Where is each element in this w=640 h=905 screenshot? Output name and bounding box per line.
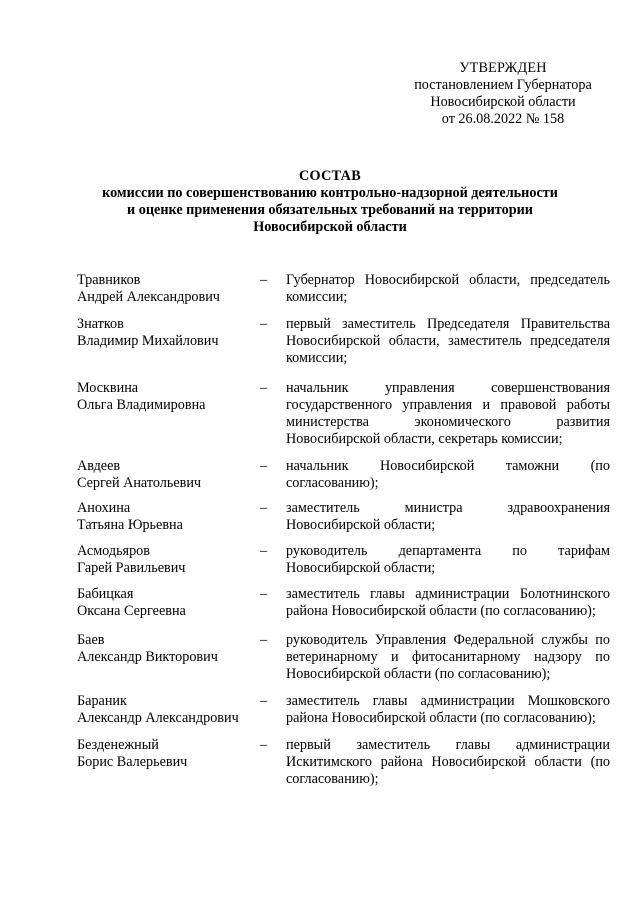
member-given-name: Сергей Анатольевич: [77, 475, 202, 491]
member-dash: –: [260, 737, 268, 753]
member-position: первый заместитель главы администрации Искитимского района Новосибирской области (по согласованию);: [286, 737, 610, 787]
member-given-name: Владимир Михайлович: [77, 333, 219, 349]
member-row: [77, 500, 610, 534]
member-position: Губернатор Новосибирской области, председатель комиссии;: [286, 272, 610, 305]
member-row: [77, 380, 610, 448]
member-given-name: Борис Валерьевич: [77, 754, 188, 770]
member-row: [77, 272, 610, 306]
member-name: [77, 458, 260, 492]
title-line-2: и оценке применения обязательных требований на территории: [127, 202, 533, 218]
member-surname: Анохина: [77, 500, 131, 516]
member-dash: –: [260, 500, 268, 516]
approval-heading: УТВЕРЖДЕН: [459, 60, 547, 76]
member-row: [77, 316, 610, 367]
member-row: [77, 458, 610, 492]
member-dash: –: [260, 272, 268, 288]
member-row: [77, 586, 610, 620]
member-given-name: Андрей Александрович: [77, 289, 220, 305]
member-name: [77, 586, 260, 620]
member-name: [77, 632, 260, 666]
member-position: заместитель главы администрации Болотнинского района Новосибирской области (по согласованию);: [286, 586, 610, 619]
member-position: руководитель департамента по тарифам Новосибирской области;: [286, 543, 610, 576]
member-surname: Баев: [77, 632, 105, 648]
member-dash: –: [260, 586, 268, 602]
member-dash: –: [260, 380, 268, 396]
member-dash: –: [260, 458, 268, 474]
member-surname: Бабицкая: [77, 586, 134, 602]
member-name: [77, 316, 260, 350]
member-position: начальник Новосибирской таможни (по согласованию);: [286, 458, 610, 491]
approval-date-number: от 26.08.2022 № 158: [441, 111, 565, 127]
approval-block: [400, 60, 606, 128]
member-name: [77, 500, 260, 534]
member-name: [77, 737, 260, 771]
member-surname: Авдеев: [77, 458, 121, 474]
member-given-name: Оксана Сергеевна: [77, 603, 186, 619]
member-given-name: Александр Викторович: [77, 649, 218, 665]
member-given-name: Татьяна Юрьевна: [77, 517, 183, 533]
member-name: [77, 380, 260, 414]
title-line-3: Новосибирской области: [253, 219, 407, 235]
member-position: заместитель главы администрации Мошковского района Новосибирской области (по согласованию);: [286, 693, 610, 726]
member-row: [77, 693, 610, 727]
member-dash: –: [260, 693, 268, 709]
member-position: первый заместитель Председателя Правительства Новосибирской области, заместитель председателя комиссии;: [286, 316, 610, 366]
title-line-1: комиссии по совершенствованию контрольно-надзорной деятельности: [102, 185, 558, 201]
member-given-name: Александр Александрович: [77, 710, 239, 726]
member-surname: Безденежный: [77, 737, 159, 753]
member-surname: Асмодьяров: [77, 543, 150, 559]
member-dash: –: [260, 316, 268, 332]
member-surname: Знатков: [77, 316, 124, 332]
member-position: руководитель Управления Федеральной службы по ветеринарному и фитосанитарному надзору по Новосибирской области (по согласованию);: [286, 632, 610, 682]
member-given-name: Гарей Равильевич: [77, 560, 186, 576]
member-position: заместитель министра здравоохранения Новосибирской области;: [286, 500, 610, 533]
approval-region: Новосибирской области: [430, 94, 576, 110]
title-main: СОСТАВ: [299, 168, 361, 184]
member-dash: –: [260, 543, 268, 559]
members-list: [77, 272, 610, 788]
member-surname: Травников: [77, 272, 141, 288]
member-name: [77, 272, 260, 306]
member-name: [77, 693, 260, 727]
approval-decree: постановлением Губернатора: [414, 77, 592, 93]
member-surname: Бараник: [77, 693, 127, 709]
member-surname: Москвина: [77, 380, 139, 396]
member-dash: –: [260, 632, 268, 648]
member-row: [77, 543, 610, 577]
member-position: начальник управления совершенствования государственного управления и правовой работы министерства экономического развития Новосибирской области, секретарь комиссии;: [286, 380, 610, 447]
member-row: [77, 632, 610, 683]
member-name: [77, 543, 260, 577]
member-given-name: Ольга Владимировна: [77, 397, 206, 413]
member-row: [77, 737, 610, 788]
document-title: [60, 168, 600, 236]
